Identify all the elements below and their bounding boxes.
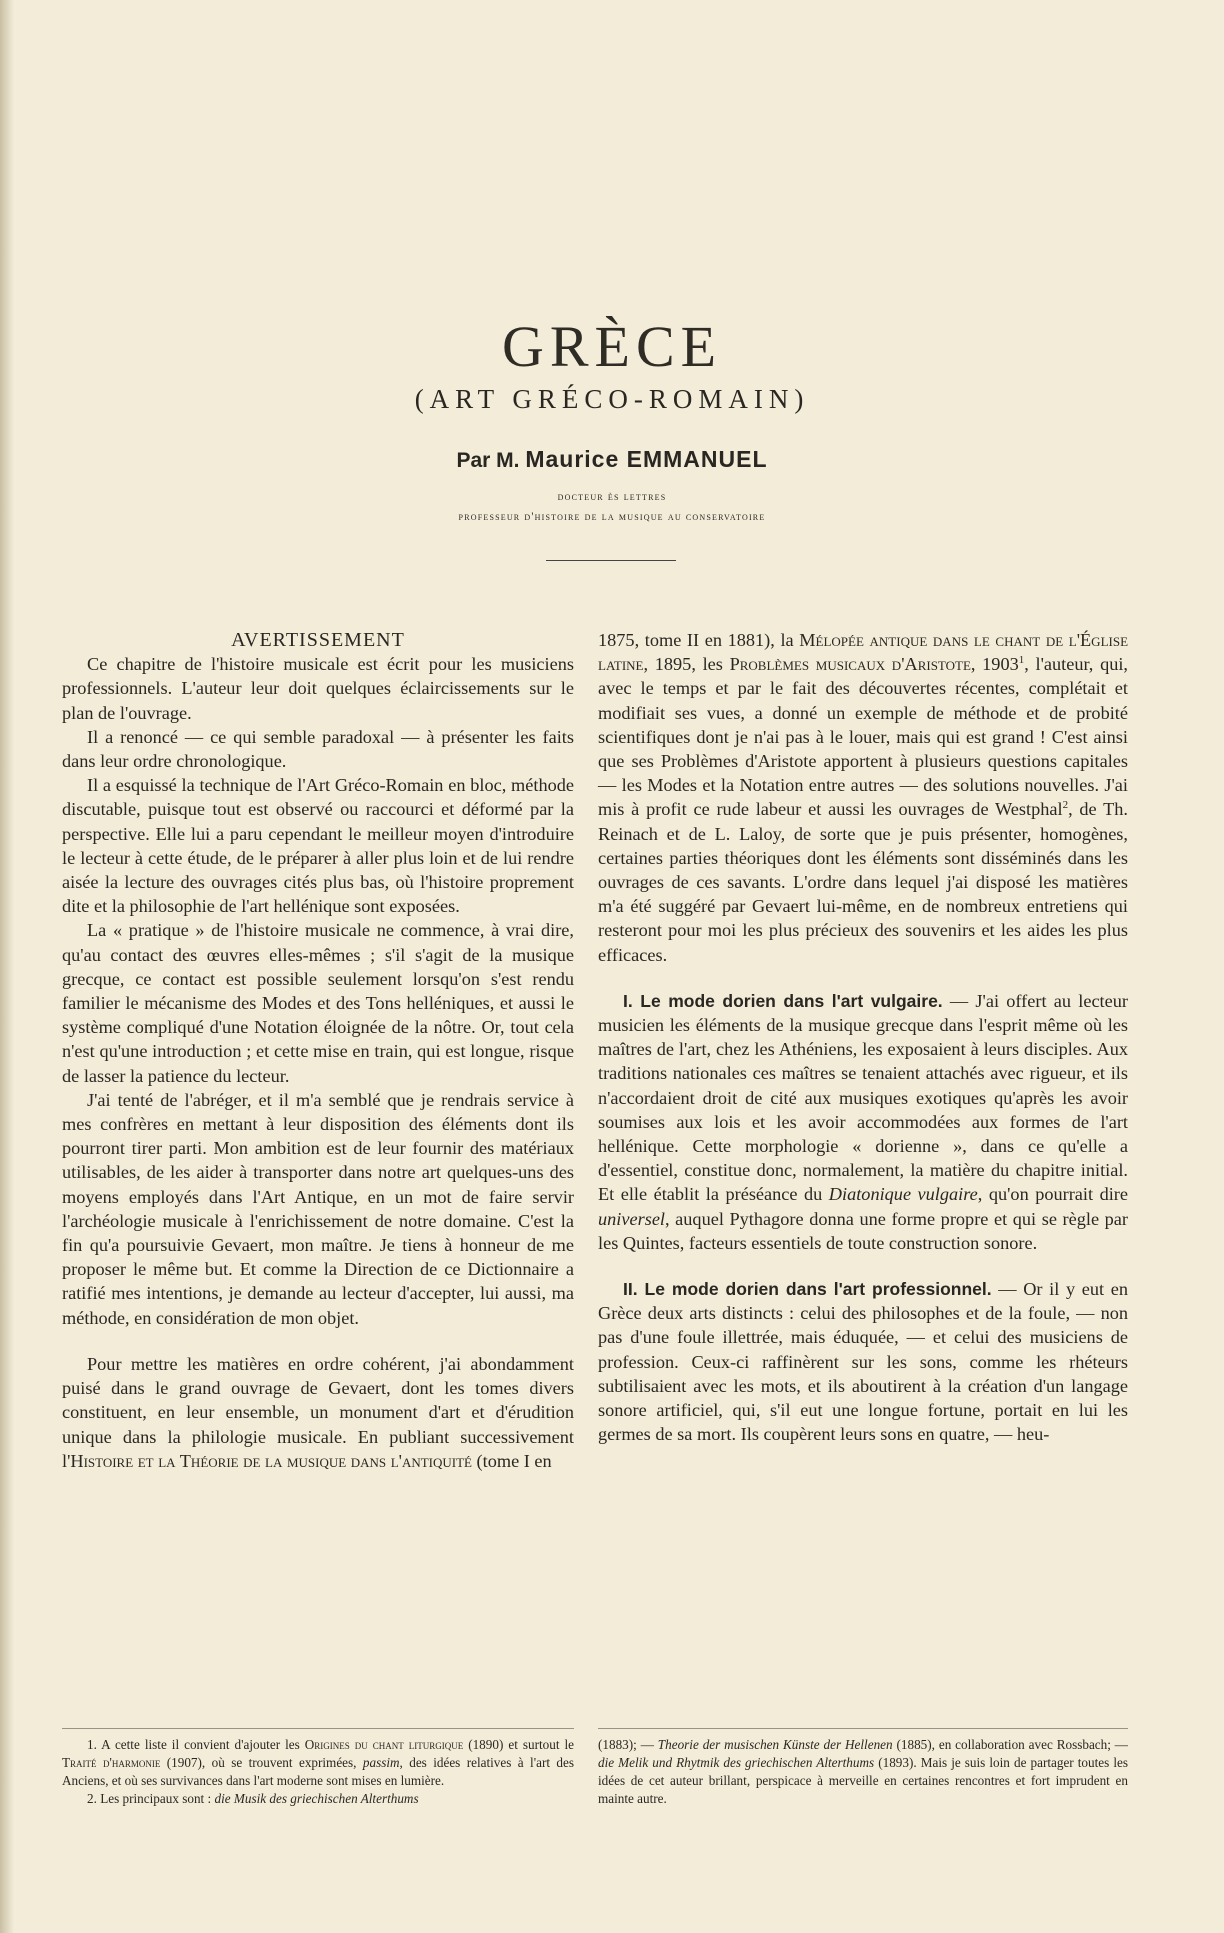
section-heading: II. Le mode dorien dans l'art professionnel.: [623, 1279, 992, 1300]
author-prefix: Par M.: [456, 449, 520, 472]
text-run: (1893). Mais je suis loin de partager toutes les idées de cet auteur brillant, perspicace à merveille en certaines rencontres et fort imprudent en mainte autre.: [598, 1755, 1128, 1806]
footnotes-left: [62, 1736, 574, 1808]
footnote: [62, 1790, 574, 1808]
text-run: , qu'on pourrait dire: [977, 1184, 1128, 1205]
footnotes-right: [598, 1736, 1128, 1808]
footnote-ref: 1: [1018, 654, 1025, 667]
text-run: (1907), où se trouvent exprimées,: [160, 1755, 363, 1770]
paragraph: La « pratique » de l'histoire musicale ne commence, à vrai dire, qu'au contact des œuvres elles-mêmes ; s'il s'agit de la musique grecque, ce contact est possible seulement lorsqu'on s'est rendu familier le mécanisme des Modes et des Tons helléniques, et aussi le système compliqué d'une Notation éloignée de la nôtre. Or, tout cela n'est qu'une introduction ; et cette mise en train, qui est longue, risque de lasser la patience du lecteur.: [62, 920, 574, 1086]
author-name: Maurice EMMANUEL: [525, 446, 768, 472]
text-run: (1885), en collaboration avec Rossbach; —: [892, 1737, 1128, 1752]
paragraph: [598, 989, 1128, 1255]
author-credential-2: professeur d'histoire de la musique au conservatoire: [458, 511, 766, 523]
text-run: , de Th. Reinach et de L. Laloy, de sorte que je puis présenter, homogènes, certaines parties théoriques dont les éléments sont disséminés dans les ouvrages de ces savants. L'ordre dans lequel j'ai disposé les matières m'a été suggéré par Gevaert lui-même, en de nombreux entretiens qui resteront pour moi les plus précieux des souvenirs et les aides les plus efficaces.: [598, 799, 1128, 965]
text-run: , des idées relatives à l'art des Anciens, et où ses survivances dans l'art moderne sont mises en lumière.: [62, 1755, 574, 1788]
text-run: , auquel Pythagore donna une forme propre et qui se règle par les Quintes, facteurs essentiels de toute construction sonore.: [598, 1208, 1128, 1253]
book-title: Origines du chant liturgique: [304, 1737, 464, 1752]
italic-term: die Musik des griechischen Alterthums: [214, 1791, 419, 1806]
text-run: (1883); —: [598, 1737, 658, 1752]
italic-term: Theorie der musischen Künste der Hellenen: [657, 1737, 893, 1752]
italic-term: die Melik und Rhytmik des griechischen Alterthums: [598, 1755, 875, 1770]
author-credential-1: docteur ès lettres: [557, 491, 667, 503]
book-title: Traité d'harmonie: [62, 1755, 161, 1770]
paragraph: [62, 1352, 574, 1473]
paragraph: [598, 1277, 1128, 1446]
text-run: , 1895, les: [643, 654, 730, 675]
paragraph: Ce chapitre de l'histoire musicale est écrit pour les musiciens professionnels. L'auteur leur doit quelques éclaircissements sur le plan de l'ouvrage.: [62, 654, 574, 723]
left-column: [62, 628, 574, 1473]
paragraph: Il a renoncé — ce qui semble paradoxal — à présenter les faits dans leur ordre chronologique.: [62, 726, 574, 772]
paragraph: Il a esquissé la technique de l'Art Gréco-Romain en bloc, méthode discutable, puisque tout est observé ou raccourci et déformé par la perspective. Elle lui a paru cependant le meilleur moyen d'introduire le lecteur à cette étude, de le préparer à aller plus loin et de lui rendre aisée la lecture des ouvrages cités plus bas, où l'histoire proprement dite et la philosophie de l'art hellénique sont exposées.: [62, 775, 574, 917]
book-title: Mélopée antique dans le chant de l'Église latine: [598, 630, 1129, 675]
section-heading: AVERTISSEMENT: [231, 629, 405, 651]
page-margin-shadow: [0, 0, 14, 1933]
footnote: [62, 1736, 574, 1790]
title-divider: [546, 560, 676, 561]
italic-term: universel: [598, 1208, 666, 1229]
book-title: Histoire et la Théorie de la musique dans l'antiquité: [70, 1450, 472, 1471]
footnote-divider: [62, 1728, 574, 1729]
text-run: 1875, tome II en 1881), la: [598, 630, 800, 650]
text-run: 1. A cette liste il convient d'ajouter les: [87, 1737, 305, 1752]
page-title: GRÈCE: [501, 314, 723, 379]
text-run: (1890) et surtout le: [463, 1737, 574, 1752]
page-subtitle: (ART GRÉCO-ROMAIN): [414, 384, 810, 414]
book-title: Problèmes musicaux d'Aristote: [729, 654, 971, 675]
footnote-ref: 2: [1062, 799, 1069, 812]
right-column: [598, 628, 1128, 1447]
text-run: — J'ai offert au lecteur musicien les éléments de la musique grecque dans l'esprit même où les maîtres de l'art, chez les Athéniens, les exposaient à leurs disciples. Aux traditions nationales ces maîtres se tenaient attachés avec rigueur, et ils n'accordaient droit de cité aux musiques exotiques qu'après les avoir soumises aux lois et les avoir accommodées aux formes de l'art hellénique. Cette morphologie « dorienne », dans ce qu'elle a d'essentiel, constitue donc, normalement, la matière du chapitre initial. Et elle établit la préséance du: [598, 990, 1128, 1205]
text-run: , 1903: [970, 654, 1019, 675]
text-run: Pour mettre les matières en ordre cohérent, j'ai abondamment puisé dans le grand ouvrage de Gevaert, dont les tomes divers constituent, en leur ensemble, un monument d'art et d'érudition unique dans la philologie musicale. En publiant successivement l': [62, 1353, 574, 1471]
section-heading: I. Le mode dorien dans l'art vulgaire.: [623, 990, 943, 1011]
italic-term: passim: [362, 1755, 400, 1770]
footnote-divider: [598, 1728, 1128, 1729]
paragraph: [598, 628, 1128, 967]
text-run: , l'auteur, qui, avec le temps et par le fait des découvertes récentes, complétait et modifiait ses vues, a donné un exemple de méthode et de probité scientifiques dont je n'ai pas à le louer, mais qui est grand ! C'est ainsi que ses Problèmes d'Aristote apportent à plusieurs questions capitales — les Modes et la Notation entre autres — des solutions nouvelles. J'ai mis à profit ce rude labeur et aussi les ouvrages de Westphal: [598, 654, 1128, 820]
text-run: 2. Les principaux sont :: [87, 1791, 215, 1806]
text-run: (tome I en: [471, 1450, 552, 1471]
paragraph: J'ai tenté de l'abréger, et il m'a semblé que je rendrais service à mes confrères en mettant à leur disposition des éléments dont ils pourront tirer parti. Mon ambition est de leur fournir des matériaux utilisables, de les aider à transporter dans notre art quelques-uns des moyens employés dans l'Art Antique, en un mot de faire servir l'archéologie musicale à l'enrichissement de notre domaine. C'est la fin qu'a poursuivie Gevaert, mon maître. Je tiens à honneur de me proposer le même but. Et comme la Direction de ce Dictionnaire a ratifié mes intentions, je demande au lecteur d'accepter, lui aussi, ma méthode, en considération de mon objet.: [62, 1089, 574, 1328]
text-run: — Or il y eut en Grèce deux arts distincts : celui des philosophes et de la foule, — non pas d'une foule illettrée, mais éduquée, — et celui des musiciens de profession. Ceux-ci raffinèrent sur les sons, comme les rhéteurs subtilisaient avec les mots, et ils aboutirent à la création d'un langage sonore artificiel, qui, s'il eut une longue fortune, portait en lui les germes de sa mort. Ils coupèrent leurs sons en quatre, — heu-: [598, 1279, 1128, 1445]
footnote: [598, 1736, 1128, 1808]
italic-term: Diatonique vulgaire: [828, 1184, 978, 1205]
author-line: [0, 448, 1224, 471]
